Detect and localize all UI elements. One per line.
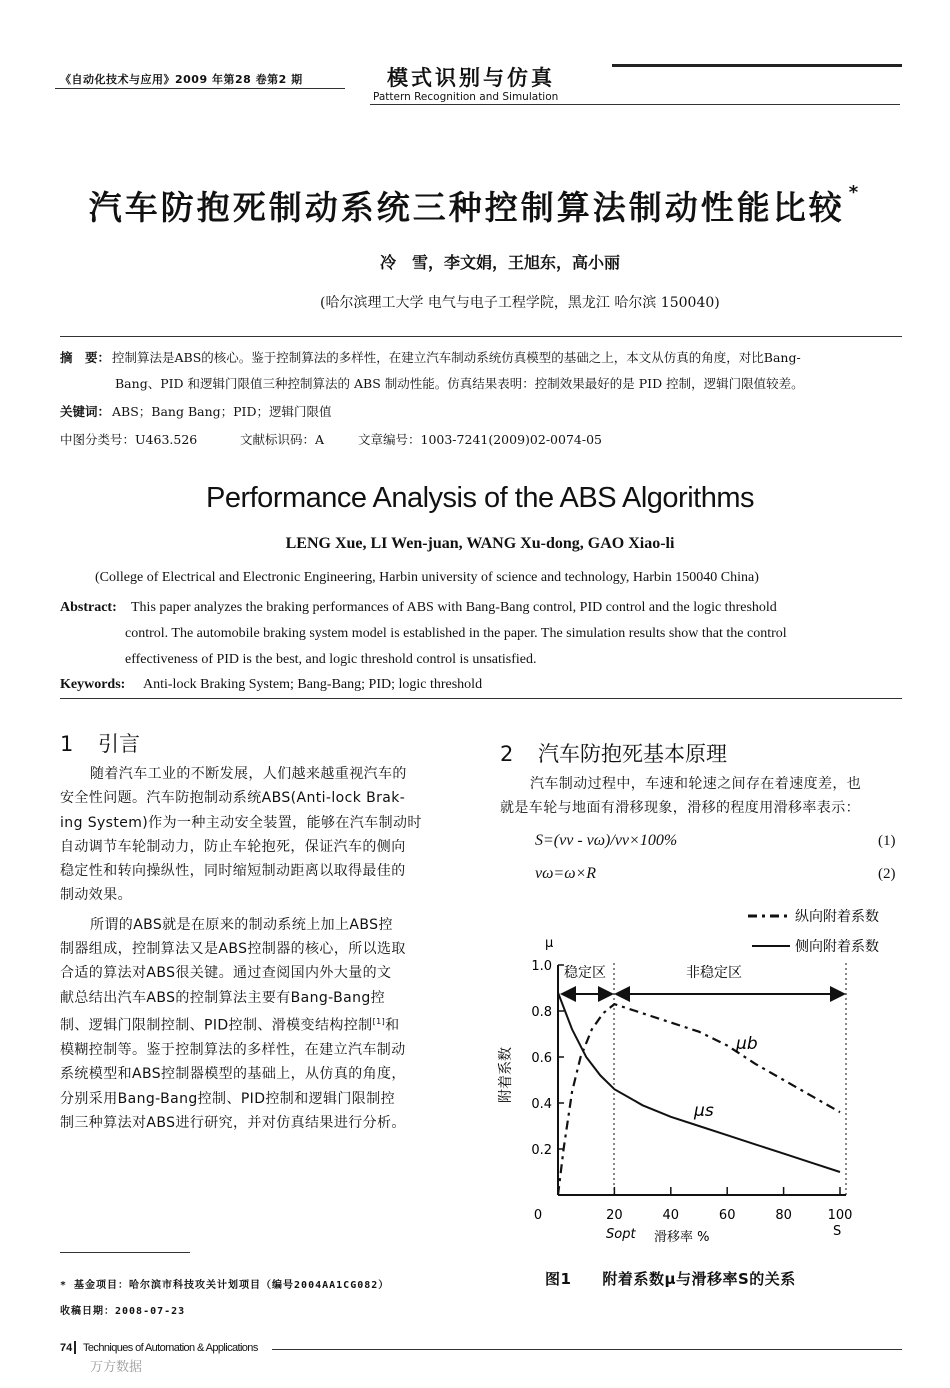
text-line: ing System)作为一种主动安全装置，能够在汽车制动时 [60,814,422,831]
text-line: 随着汽车工业的不断发展，人们越来越重视汽车的 [90,766,407,782]
authors-en: LENG Xue, LI Wen-juan, WANG Xu-dong, GAO Xiao-li [285,535,675,552]
header-rule-top [612,64,902,67]
affiliation-en: (College of Electrical and Electronic Engineering, Harbin university of science and technology, Harbin 150040 China) [95,570,759,585]
x-tick-label: 60 [718,1208,736,1223]
footer-separator [74,1341,76,1354]
abstract-cn-label: 摘 要： [60,350,111,365]
adhesion-chart [490,895,910,1255]
divider [60,336,902,337]
y-tick-label: 0.4 [531,1097,552,1112]
section-2-body [500,772,905,821]
curve-label-mu-b: μb [736,1034,758,1054]
x-axis-title: 滑移率 % [654,1230,710,1245]
legend-label: 纵向附着系数 [795,909,879,925]
series-lateral-line [558,993,840,1172]
equation-2: vω=ω×R [535,865,597,882]
abstract-en-label: Abstract: [60,600,117,615]
section-1-heading: 1 引言 [60,732,140,756]
text-line: 制三种算法对ABS进行研究，并对仿真结果进行分析。 [60,1114,406,1131]
y-tick-label: 1.0 [531,959,552,974]
paper-title-en: Performance Analysis of the ABS Algorithms [206,482,754,514]
equation-2-number: (2) [878,866,896,882]
text-line: 安全性问题。汽车防抱制动系统ABS(Anti-lock Brak- [60,790,406,807]
citation-ref[interactable]: [1] [372,1016,386,1026]
x-tick-label: 0 [533,1208,543,1223]
authors-cn: 冷 雪，李文娟，王旭东，高小丽 [379,253,620,272]
section-title-en: Pattern Recognition and Simulation [373,91,559,103]
journal-issue: 《自动化技术与应用》2009 年第28 卷第2 期 [60,73,303,86]
text-line: 分别采用Bang-Bang控制、PID控制和逻辑门限制控 [60,1090,395,1107]
text-line: 献总结出汽车ABS的控制算法主要有Bang-Bang控 [60,989,386,1006]
article-number: 文章编号：1003-7241(2009)02-0074-05 [358,432,602,447]
equation-1-number: (1) [878,833,896,849]
abstract-cn-line: Bang、PID 和逻辑门限值三种控制算法的 ABS 制动性能。仿真结果表明：控制效果最好的是 PID 控制，逻辑门限值较差。 [115,376,804,391]
text-line: 合适的算法对ABS很关键。通过查阅国内外大量的文 [60,965,392,982]
abstract-cn-line: 控制算法是ABS的核心。鉴于控制算法的多样性，在建立汽车制动系统仿真模型的基础之上，本文从仿真的角度，对比Bang- [112,350,801,365]
keywords-en: Anti-lock Braking System; Bang-Bang; PID; logic threshold [143,677,483,692]
mu-axis-label: μ [545,936,554,951]
doc-code: 文献标识码：A [240,432,325,447]
text-line: 自动调节车轮制动力，防止车轮抱死，保证汽车的侧向 [60,838,406,855]
journal-name-footer: Techniques of Automation & Applications [83,1342,258,1354]
text-line: 模糊控制等。鉴于控制算法的多样性，在建立汽车制动 [60,1041,406,1058]
paper-title-cn: 汽车防抱死制动系统三种控制算法制动性能比较 * [88,182,862,227]
y-tick-label: 0.2 [531,1143,552,1158]
text-line: 系统模型和ABS控制器模型的基础上，从仿真的角度， [60,1066,406,1083]
footnote-rule [60,1252,190,1253]
equation-1: S=(vv - vω)/vv×100% [535,832,678,849]
y-tick-label: 0.8 [531,1005,552,1020]
text-line: 就是车轮与地面有滑移现象，滑移的程度用滑移率表示： [500,800,860,817]
header-rule-bottom [370,104,900,105]
text-line: 所谓的ABS就是在原来的制动系统上加上ABS控 [90,916,393,933]
section-title-cn: 模式识别与仿真 [387,66,555,90]
y-axis-title: 附着系数 [498,1047,514,1103]
x-tick-label: 80 [775,1208,792,1223]
section-2-heading: 2 汽车防抱死基本原理 [500,742,727,766]
stable-region-label: 稳定区 [564,965,606,981]
header-rule-left [55,88,345,89]
x-tick-label: 40 [662,1208,680,1223]
text-line: 制、逻辑门限制控制、PID控制、滑模变结构控制[1]和 [60,1016,400,1034]
curve-label-mu-s: μs [694,1101,714,1121]
s-axis-label: S [833,1224,842,1239]
x-tick-label: 100 [827,1208,853,1223]
divider [60,698,902,699]
abstract-en-line: This paper analyzes the braking performances of ABS with Bang-Bang control, PID control and the logic threshold [131,600,777,615]
keywords-cn: ABS；Bang Bang；PID；逻辑门限值 [112,404,332,419]
watermark: 万方数据 [90,1360,143,1375]
s-opt-label: Sopt [606,1227,636,1242]
text-line: 汽车制动过程中，车速和轮速之间存在着速度差，也 [530,776,862,792]
figure-caption: 图1 附着系数μ与滑移率S的关系 [545,1270,796,1288]
series-longitudinal-line [558,1004,840,1195]
x-tick-label: 20 [606,1208,623,1223]
keywords-en-label: Keywords: [60,677,126,692]
y-tick-label: 0.6 [531,1051,552,1066]
footer-rule [272,1349,902,1350]
clc-number: 中图分类号：U463.526 [60,432,198,447]
affiliation-cn: (哈尔滨理工大学 电气与电子工程学院，黑龙江 哈尔滨 150040) [320,295,720,311]
abstract-en-line: effectiveness of PID is the best, and logic threshold control is unsatisfied. [125,652,537,667]
text-line: 制动效果。 [60,887,132,904]
received-footnote: 收稿日期：2008-07-23 [60,1306,186,1317]
section-1-body [60,762,465,1135]
fund-footnote: * 基金项目：哈尔滨市科技攻关计划项目（编号2004AA1CG082） [60,1280,390,1291]
text-line: 稳定性和转向操纵性，同时缩短制动距离以取得最佳的 [60,863,406,880]
abstract-en-line: control. The automobile braking system model is established in the paper. The simulation results show that the control [125,626,787,641]
unstable-region-label: 非稳定区 [686,965,742,981]
legend-label: 侧向附着系数 [795,939,879,955]
text-line: 制器组成，控制算法又是ABS控制器的核心，所以选取 [60,941,406,958]
keywords-cn-label: 关键词： [60,404,111,419]
page-number: 74 [60,1342,73,1354]
